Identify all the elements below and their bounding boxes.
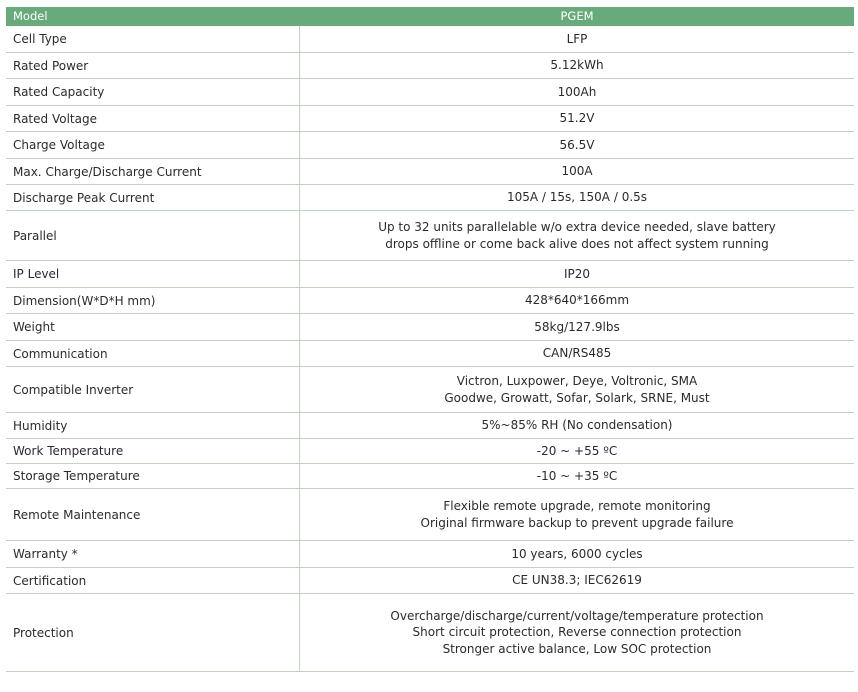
row-value-line: 5%~85% RH (No condensation) [481,418,673,433]
row-value-line: Overcharge/discharge/current/voltage/temperature protection [390,608,764,623]
row-label: Dimension(W*D*H mm) [6,288,300,313]
table-row [6,211,854,261]
row-label: Max. Charge/Discharge Current [6,159,300,184]
row-value-line: Goodwe, Growatt, Sofar, Solark, SRNE, Must [444,390,710,405]
row-value-line: drops offline or come back alive does not affect system running [385,236,769,251]
row-label: Cell Type [6,26,300,52]
row-value [300,132,854,158]
row-value-line: Original firmware backup to prevent upgrade failure [420,515,734,530]
row-label: Storage Temperature [6,464,300,488]
row-value [300,568,854,593]
row-value-line: 56.5V [559,137,595,152]
row-label: Rated Voltage [6,106,300,131]
row-value [300,79,854,105]
row-value-line: Up to 32 units parallelable w/o extra device needed, slave battery [378,220,776,234]
table-row [6,439,854,464]
row-value [300,367,854,412]
row-value [300,26,854,52]
row-value [300,314,854,340]
spec-table [6,7,854,672]
row-value [300,341,854,366]
row-label: Weight [6,314,300,340]
row-value [300,288,854,313]
row-value [300,439,854,463]
table-row [6,314,854,341]
row-value [300,541,854,567]
table-row [6,541,854,568]
row-value-line: 428*640*166mm [524,293,630,308]
row-label: Humidity [6,413,300,438]
row-label: Protection [6,594,300,671]
row-value-line: CE UN38.3; IEC62619 [512,573,642,588]
row-label: Remote Maintenance [6,489,300,540]
row-value [300,185,854,210]
row-value [300,489,854,540]
row-label: Warranty * [6,541,300,567]
row-label: IP Level [6,261,300,287]
row-label: Communication [6,341,300,366]
table-body [6,26,854,672]
header-label: Model [13,9,48,23]
row-value-line: 58kg/127.9lbs [534,319,620,334]
row-value [300,413,854,438]
row-value-line: Short circuit protection, Reverse connection protection [412,625,742,640]
table-row [6,489,854,541]
row-label: Certification [6,568,300,593]
table-row [6,26,854,53]
table-row [6,367,854,413]
row-label: Charge Voltage [6,132,300,158]
row-value-line: 100A [561,164,593,179]
row-value [300,211,854,260]
table-row [6,413,854,439]
row-label: Discharge Peak Current [6,185,300,210]
row-value-line: 100Ah [557,84,597,99]
table-row [6,341,854,367]
row-value [300,159,854,184]
table-row [6,159,854,185]
row-value-line: 105A / 15s, 150A / 0.5s [506,190,648,205]
row-value-line: Victron, Luxpower, Deye, Voltronic, SMA [456,374,698,388]
table-row [6,261,854,288]
row-value-line: -10 ~ +35 ºC [536,468,618,483]
row-value [300,261,854,287]
row-value-line: 10 years, 6000 cycles [511,546,643,561]
row-value [300,53,854,78]
row-value-line: Flexible remote upgrade, remote monitoring [443,499,711,513]
row-label: Compatible Inverter [6,367,300,412]
header-value: PGEM [560,9,594,23]
row-value-line: -20 ~ +55 ºC [536,443,618,458]
table-row [6,594,854,672]
row-value-line: 51.2V [559,111,595,126]
row-value [300,464,854,488]
row-label: Rated Power [6,53,300,78]
table-header-row [6,7,854,26]
row-label: Rated Capacity [6,79,300,105]
table-row [6,106,854,132]
row-value-line: CAN/RS485 [542,346,612,361]
table-row [6,568,854,594]
row-value-line: Stronger active balance, Low SOC protection [442,641,712,656]
row-label: Parallel [6,211,300,260]
table-row [6,464,854,489]
table-row [6,288,854,314]
table-row [6,53,854,79]
table-row [6,79,854,106]
table-row [6,132,854,159]
row-value-line: LFP [566,31,588,46]
row-value-line: 5.12kWh [550,58,604,73]
table-row [6,185,854,211]
row-value [300,106,854,131]
row-value [300,594,854,671]
row-label: Work Temperature [6,439,300,463]
row-value-line: IP20 [563,266,591,281]
